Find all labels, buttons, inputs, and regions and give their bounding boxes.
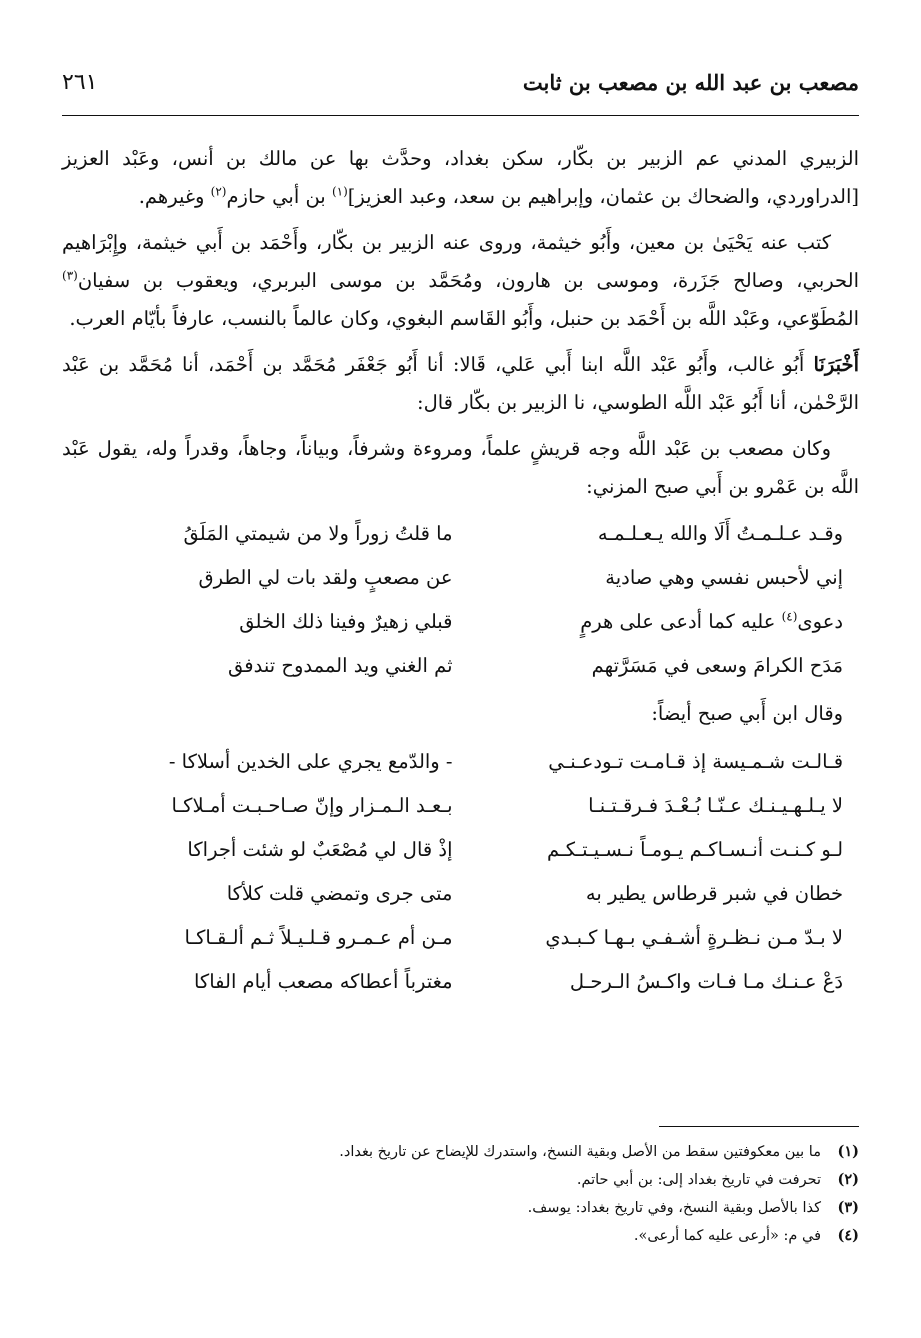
footnotes — [62, 1138, 859, 1250]
paragraph-1-text: الزبيري المدني عم الزبير بن بكّار، سكن بغداد، وحدَّث بها عن مالك بن أنس، وعَبْد العزيز [الدراوردي، والضحاك بن عثمان، وإبراهيم بن سعد، وعبد العزيز] — [62, 147, 859, 208]
footnote-number: (٤) — [837, 1227, 859, 1244]
verse-line — [62, 916, 859, 960]
footnote — [62, 1138, 859, 1166]
verse-rest: عليه كما أدعى على هرمٍ — [580, 610, 782, 633]
header-divider — [62, 115, 859, 116]
poem-2 — [62, 740, 859, 1004]
verse-first-hemistich: إني لأحبس نفسي وهي صادية — [605, 566, 844, 589]
footnote-number: (٢) — [837, 1171, 859, 1188]
paragraph-4 — [62, 430, 859, 506]
page-header — [62, 70, 859, 106]
paragraph-2-text-2: المُطَوّعي، وعَبْد اللَّه بن أَحْمَد بن حنبل، وأَبُو القَاسم البغوي، وكان عالماً بالنسب، عارفاً بأيّام العرب. — [69, 307, 859, 330]
paragraph-1 — [62, 140, 859, 216]
footnote-text: في م: «أرعى عليه كما أرعى». — [633, 1228, 821, 1244]
footnote — [62, 1166, 859, 1194]
verse-first-hemistich: لا بـدّ مـن نـظـرةٍ أشـفـي بـهـا كـبـدي — [545, 926, 844, 949]
verse-line — [62, 872, 859, 916]
verse-line — [62, 960, 859, 1004]
footnote-text: ما بين معكوفتين سقط من الأصل وبقية النسخ، واستدرك للإيضاح عن تاريخ بغداد. — [339, 1144, 821, 1160]
verse-line — [62, 828, 859, 872]
main-text — [62, 140, 859, 1010]
paragraph-1-text-2: بن أبي حازم — [226, 185, 332, 208]
verse-second-hemistich: مغترباً أعطاكه مصعب أيام الفاكا — [193, 970, 453, 993]
isnad-lead-word: أَخْبَرَنَا — [813, 353, 859, 376]
verse-second-hemistich: عن مصعبٍ ولقد بات لي الطرق — [198, 566, 453, 589]
footnote-text: كذا بالأصل وبقية النسخ، وفي تاريخ بغداد: يوسف. — [527, 1200, 821, 1216]
verse-first-hemistich: لا يـلـهـيـنـك عـنّـا بُـعْـدَ فـرقـتـنـا — [588, 794, 844, 817]
paragraph-4-text: وكان مصعب بن عَبْد اللَّه وجه قريشٍ علماً، ومروءة وشرفاً، وبياناً، وجاهاً، وقدراً وله، يقول عَبْد اللَّه بن عَمْرو بن أَبي صبح المزني: — [62, 437, 859, 498]
footnote-ref-3: (٣) — [62, 268, 78, 283]
verse-second-hemistich: بـعـد الـمـزار وإنّ صـاحـبـت أمـلاكـا — [171, 794, 453, 817]
verse-first-hemistich — [468, 600, 859, 644]
footnote-divider — [659, 1126, 859, 1127]
verse-first-hemistich: خطان في شبر قرطاس يطير به — [585, 882, 844, 905]
verse-second-hemistich: ما قلتُ زوراً ولا من شيمتي المَلَقُ — [183, 522, 453, 545]
verse-line — [62, 556, 859, 600]
verse-first-hemistich: دَعْ عـنـك مـا فـات واكـسُ الـرحـل — [569, 970, 844, 993]
poem-1 — [62, 512, 859, 688]
verse-second-hemistich: ثم الغني ويد الممدوح تندفق — [228, 654, 453, 677]
poem-intro: وقال ابن أَبي صبح أيضاً: — [651, 702, 844, 725]
footnote-ref-1: (١) — [331, 184, 348, 199]
verse-second-hemistich: قبلي زهيرٌ وفينا ذلك الخلق — [239, 610, 453, 633]
footnote-ref-2: (٢) — [210, 184, 227, 199]
verse-first-hemistich: مَدَح الكرامَ وسعى في مَسَرَّتهم — [591, 654, 844, 677]
verse-line — [62, 644, 859, 688]
verse-second-hemistich: - والدّمع يجري على الخدين أسلاكا - — [168, 750, 453, 773]
verse-line — [62, 740, 859, 784]
verse-word: دعوى — [797, 610, 844, 633]
verse-second-hemistich: متى جرى وتمضي قلت كلأكا — [226, 882, 453, 905]
paragraph-2 — [62, 224, 859, 338]
verse-second-hemistich: مـن أم عـمـرو قـلـيـلاً ثـم ألـقـاكـا — [184, 926, 453, 949]
verse-line — [62, 512, 859, 556]
paragraph-3-text: أَبُو غالب، وأَبُو عَبْد اللَّه ابنا أَبي عَلي، قَالا: أنا أَبُو جَعْفَر مُحَمَّد بن أَحْمَد، أنا مُحَمَّد بن عَبْد الرَّحْمٰن، أنا أَبُو عَبْد اللَّه الطوسي، نا الزبير بن بكّار قال: — [62, 353, 859, 414]
footnote-number: (١) — [837, 1143, 859, 1160]
footnote-text: تحرفت في تاريخ بغداد إلى: بن أبي حاتم. — [576, 1172, 821, 1188]
running-title: مصعب بن عبد الله بن مصعب بن ثابت — [522, 70, 859, 95]
verse-second-hemistich: إذْ قال لي مُصْعَبٌ لو شئت أجراكا — [187, 838, 453, 861]
verse-first-hemistich: لـو كـنـت أنـسـاكـم يـومـاً نـسـيـتـكـم — [547, 838, 844, 861]
verse-first-hemistich: قـالـت شـمـيسة إذ قـامـت تـودعـنـي — [548, 750, 844, 773]
footnote — [62, 1222, 859, 1250]
paragraph-2-text: كتب عنه يَحْيَىٰ بن معين، وأَبُو خيثمة، وروى عنه الزبير بن بكّار، وأَحْمَد بن أَبي خيثمة، وإِبْرَاهيم الحربي، وصالح جَزَرة، وموسى بن هارون، ومُحَمَّد بن موسى البربري، ويعقوب بن سفيان — [62, 231, 859, 292]
footnote-number: (٣) — [837, 1199, 859, 1216]
paragraph-3 — [62, 346, 859, 422]
verse-line — [62, 784, 859, 828]
paragraph-1-text-3: وغيرهم. — [138, 185, 211, 208]
verse-first-hemistich: وقـد عـلـمـتُ أَلَا والله يـعـلـمـه — [597, 522, 844, 545]
page-number: ٢٦١ — [62, 70, 98, 95]
verse-line — [62, 600, 859, 644]
footnote-ref-4: (٤) — [781, 609, 798, 624]
footnote — [62, 1194, 859, 1222]
